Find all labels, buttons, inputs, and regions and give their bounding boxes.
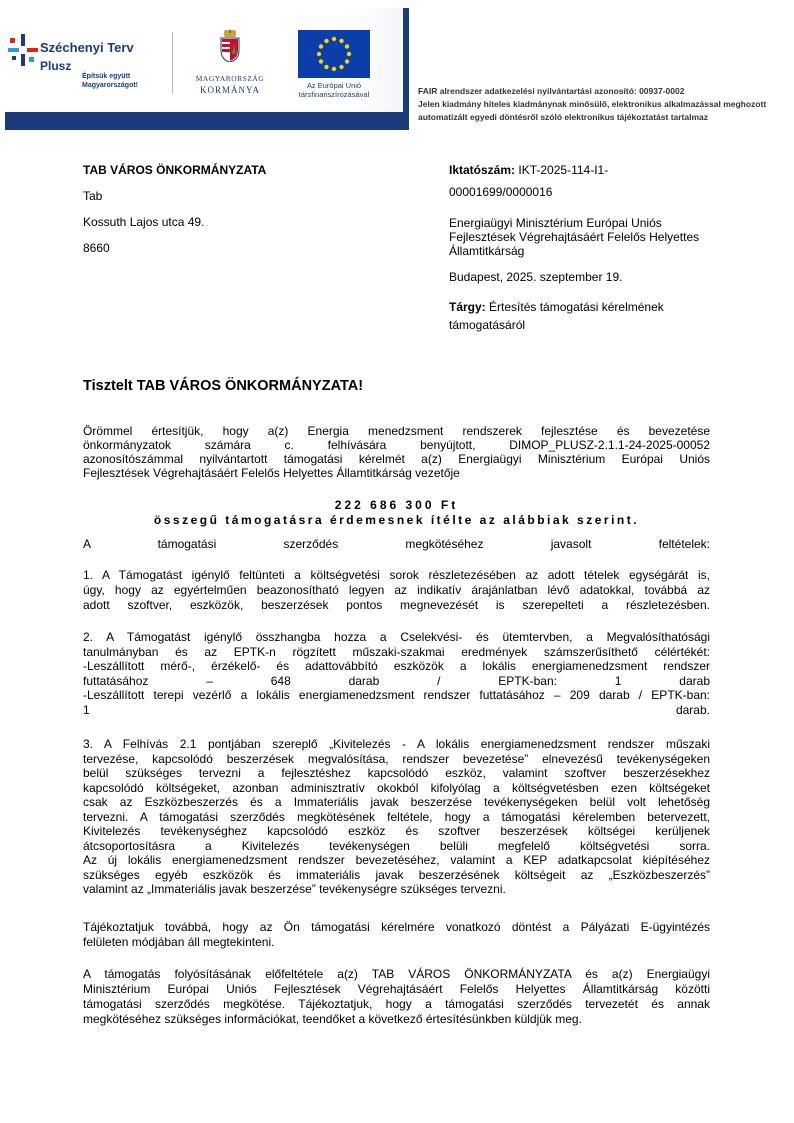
letterhead-strip — [5, 112, 409, 130]
closing-paragraph — [83, 967, 710, 1027]
condition-2 — [83, 630, 710, 718]
subject-line-1 — [449, 300, 664, 314]
closing-line: Minisztérium Európai Uniós Fejlesztések Végrehajtásáért Felelős Helyettes Államtitkárság közötti — [83, 982, 710, 996]
condition-3-line: tervezni. A támogatási szerződés megkötésének feltétele, hogy a támogatási kérelemben betervezett, — [83, 809, 710, 824]
intro-line: azonosítószámmal nyilvántartott támogatási kérelmét a(z) Energiaügyi Minisztérium Európai Uniós — [83, 452, 710, 466]
info-line: Tájékoztatjuk továbbá, hogy az Ön támogatási kérelmére vonatkozó döntést a Pályázati E-ügyintézés — [83, 920, 710, 934]
subject-text-1: Értesítés támogatási kérelmének — [489, 300, 664, 314]
grant-amount-block — [83, 498, 710, 528]
condition-1 — [83, 568, 710, 613]
hungarian-coat-of-arms-icon — [218, 30, 242, 62]
eu-caption-line-2: társfinanszírozásával — [298, 90, 370, 99]
sender-org-line: Fejlesztések Végrehajtásáért Felelős Helyettes — [449, 230, 700, 244]
condition-3-line: Kivitelezés tevékenységhez kapcsolódó eszköz és szoftver beszerzések költségei kerüljenek — [83, 824, 710, 838]
slogan-line: Magyarországot! — [82, 82, 139, 89]
condition-2-line: tanulmányban és az EPTK-n rögzített műszaki-szakmai eredmények számszerűsíthető célértékét: — [83, 644, 710, 659]
condition-2-line: 1 darab. — [83, 702, 710, 717]
szechenyi-slogan — [82, 72, 162, 90]
condition-3-line: átcsoportosításra a Kivitelezés tevékenységen belüli megfelelő költségvetési sorra. — [83, 838, 710, 853]
condition-3-line: valamint az „Immateriális javak beszerzése” tevékenységre szükséges tervezni. — [83, 882, 506, 896]
recipient-name: TAB VÁROS ÖNKORMÁNYZATA — [83, 163, 267, 177]
condition-2-line: futtatásához – 648 darab / EPTK-ban: 1 darab — [83, 673, 710, 688]
condition-3-line: 3. A Felhívás 2.1 pontjában szereplő „Kivitelezés - A lokális energiamenedzsment rendszer műszaki — [83, 737, 710, 751]
sender-org-line: Energiaügyi Minisztérium Európai Uniós — [449, 216, 662, 230]
eu-caption-line-1: Az Európai Unió — [306, 81, 362, 90]
reference-value-1: IKT-2025-114-I1- — [518, 163, 609, 177]
szechenyi-plus-logo-icon — [8, 34, 38, 66]
subject-label: Tárgy: — [449, 300, 486, 314]
condition-1-line: 1. A Támogatást igénylő feltünteti a költségvetési sorok részletezésében az adott tételek egységárát is, — [83, 568, 710, 582]
condition-3-line: kapcsolódó költségeket, azonban adminisztratív okokból kifolyólag a költségvetésben ezen költségeket — [83, 780, 710, 795]
condition-3-line: Az új lokális energiamenedzsment rendszer bevezetéséhez, valamint a KEP adatkapcsolat kiépítéséhez — [83, 853, 710, 867]
condition-2-line: -Leszállított terepi vezérlő a lokális energiamenedzsment rendszer futtatásához – 209 darab / EPTK-ban: — [83, 688, 710, 703]
condition-1-line: úgy, hogy az egyértelműen beazonosítható legyen az indikatív árajánlatban lévő adatokkal, továbbá az — [83, 583, 710, 597]
condition-3-line: tervezése, kapcsolódó beszerzések megvalósítása, rendszer bevezetése” elnevezésű tevékenységeken — [83, 751, 710, 766]
conditions-intro-line: A támogatási szerződés megkötéséhez javasolt feltételek: — [83, 537, 710, 551]
condition-2-line: -Leszállított mérő-, érzékelő- és adattovábbító eszközök a lokális energiamenedzsment rendszer — [83, 659, 710, 674]
szechenyi-plus: Plusz — [40, 59, 72, 73]
condition-3-line: belül szükséges tervezni a fejlesztéshez kapcsolódó eszköz, valamint szoftver beszerzésekhez — [83, 766, 710, 780]
condition-3 — [83, 737, 710, 897]
greeting: Tisztelt TAB VÁROS ÖNKORMÁNYZATA! — [83, 378, 364, 394]
intro-paragraph — [83, 424, 710, 480]
letter-date: Budapest, 2025. szeptember 19. — [449, 270, 623, 284]
recipient-street: Kossuth Lajos utca 49. — [83, 215, 205, 229]
reference-label: Iktatószám: — [449, 163, 516, 177]
eu-flag-icon — [298, 30, 370, 78]
info-paragraph — [83, 920, 710, 950]
condition-3-line: szükséges egyéb eszközök és immateriális javak beszerzésének költségeit az „Eszközbeszerzés” — [83, 867, 710, 882]
subject-text-2: támogatásáról — [449, 318, 526, 332]
intro-line: Fejlesztések Végrehajtásáért Felelős Helyettes Államtitkárság vezetője — [83, 466, 460, 480]
recipient-city: Tab — [83, 189, 103, 203]
condition-3-line: csak az Eszközbeszerzés és a Immateriális javak beszerzése tevékenységeken belül volt lehetőség — [83, 795, 710, 809]
intro-line: Örömmel értesítjük, hogy a(z) Energia menedzsment rendszerek fejlesztése és bevezetése — [83, 424, 710, 438]
header-divider — [172, 32, 173, 94]
sender-org-line: Államtitkárság — [449, 244, 525, 258]
condition-1-line: adott szoftver, eszközök, beszerzések pontos megnevezését is szerepelteti a részletezésben. — [83, 598, 710, 612]
conditions-intro — [83, 537, 710, 551]
government-name-line-2: KORMÁNYA — [199, 85, 260, 95]
szechenyi-title: Széchenyi Terv — [40, 40, 134, 55]
fair-notice-line: FAIR alrendszer adatkezelési nyilvántartási azonosító: 00937-0002 — [418, 86, 685, 96]
letterhead — [0, 0, 794, 131]
fair-notice-line: automatizált egyedi döntésről szóló elektronikus tájékoztatást tartalmaz — [418, 112, 709, 122]
fair-notice-line: Jelen kiadmány hiteles kiadmánynak minősülő, elektronikus alkalmazással meghozott — [418, 99, 767, 109]
slogan-line: Építsük együtt — [82, 73, 131, 80]
grant-amount: 222 686 300 Ft — [334, 498, 459, 512]
reference-number — [449, 163, 608, 177]
reference-value-2: 00001699/0000016 — [449, 185, 553, 199]
closing-line: A támogatás folyósításának előfeltétele a(z) TAB VÁROS ÖNKORMÁNYZATA és a(z) Energiaügyi — [83, 967, 710, 981]
recipient-zip: 8660 — [83, 241, 110, 255]
info-line: felületen módjában áll megtekinteni. — [83, 935, 275, 949]
closing-line: megkötéséhez szükséges információkat, teendőket a következő értesítésünkben küldjük meg. — [83, 1012, 582, 1026]
grant-amount-text: összegű támogatásra érdemesnek ítélte az alábbiak szerint. — [153, 513, 640, 527]
government-name-line-1: MAGYARORSZÁG — [195, 74, 265, 83]
sender-organization — [449, 216, 699, 258]
closing-line: támogatási szerződés megkötése. Tájékoztatjuk, hogy a támogatási szerződés tervezetét és annak — [83, 997, 710, 1011]
fair-notice — [418, 85, 766, 124]
intro-line: önkormányzatok számára c. felhívására benyújtott, DIMOP_PLUSZ-2.1.1-24-2025-00052 — [83, 438, 710, 452]
condition-2-line: 2. A Támogatást igénylő összhangba hozza a Cselekvési- és ütemtervben, a Megvalósíthatósági — [83, 630, 710, 644]
